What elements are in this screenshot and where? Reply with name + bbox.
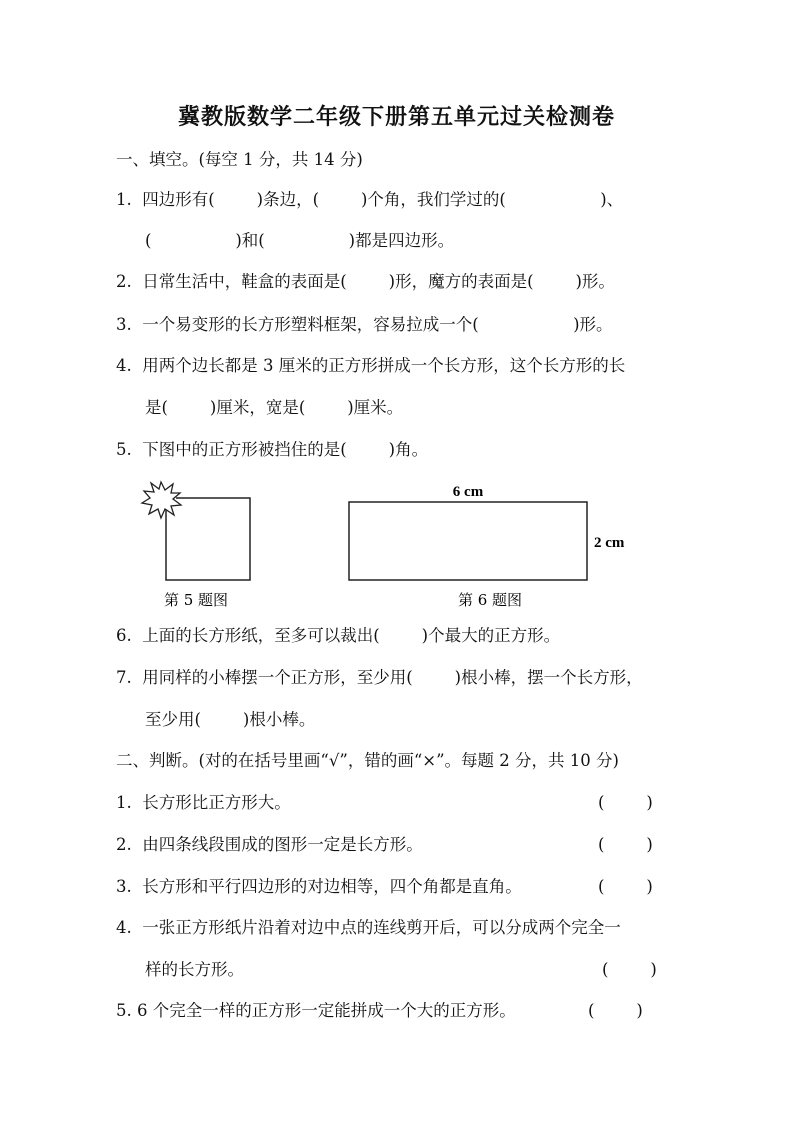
question-6: 6. 上面的长方形纸，至多可以裁出( )个最大的正方形。 (116, 626, 561, 645)
question-1-line-2: ( )和( )都是四边形。 (145, 231, 455, 250)
answer-paren-1: ( ) (598, 793, 653, 812)
judge-4-line-2: 样的长方形。 (145, 960, 244, 979)
question-7-line-2: 至少用( )根小棒。 (145, 710, 316, 729)
height-label: 2 cm (594, 535, 625, 551)
page-title: 冀教版数学二年级下册第五单元过关检测卷 (177, 104, 615, 130)
question-7-line-1: 7. 用同样的小棒摆一个正方形，至少用( )根小棒，摆一个长方形， (116, 668, 643, 687)
figure-panel (130, 476, 638, 614)
judge-1: 1. 长方形比正方形大。 (116, 793, 291, 812)
answer-paren-5: ( ) (588, 1001, 643, 1020)
answer-paren-3: ( ) (598, 877, 653, 896)
judge-5: 5. 6 个完全一样的正方形一定能拼成一个大的正方形。 (116, 1001, 516, 1020)
figure-drawing (130, 476, 638, 614)
question-3: 3. 一个易变形的长方形塑料框架，容易拉成一个( )形。 (116, 315, 613, 334)
section-1-heading: 一、填空。(每空 1 分，共 14 分) (116, 150, 363, 169)
question-1-line-1: 1. 四边形有( )条边，( )个角，我们学过的( )、 (116, 190, 624, 209)
caption-fig-5: 第 5 题图 (163, 591, 229, 609)
answer-paren-2: ( ) (598, 835, 653, 854)
judge-4-line-1: 4. 一张正方形纸片沿着对边中点的连线剪开后，可以分成两个完全一 (116, 918, 621, 937)
question-4-line-1: 4. 用两个边长都是 3 厘米的正方形拼成一个长方形，这个长方形的长 (116, 356, 626, 375)
question-4-line-2: 是( )厘米，宽是( )厘米。 (145, 398, 404, 417)
width-label: 6 cm (452, 484, 484, 500)
answer-paren-4: ( ) (602, 960, 657, 979)
question-5: 5. 下图中的正方形被挡住的是( )角。 (116, 440, 429, 459)
judge-3: 3. 长方形和平行四边形的对边相等，四个角都是直角。 (116, 877, 522, 896)
section-2-heading: 二、判断。(对的在括号里画“√”，错的画“×”。每题 2 分，共 10 分) (116, 751, 619, 770)
question-2: 2. 日常生活中，鞋盒的表面是( )形，魔方的表面是( )形。 (116, 272, 615, 291)
judge-2: 2. 由四条线段围成的图形一定是长方形。 (116, 835, 423, 854)
caption-fig-6: 第 6 题图 (457, 591, 523, 609)
